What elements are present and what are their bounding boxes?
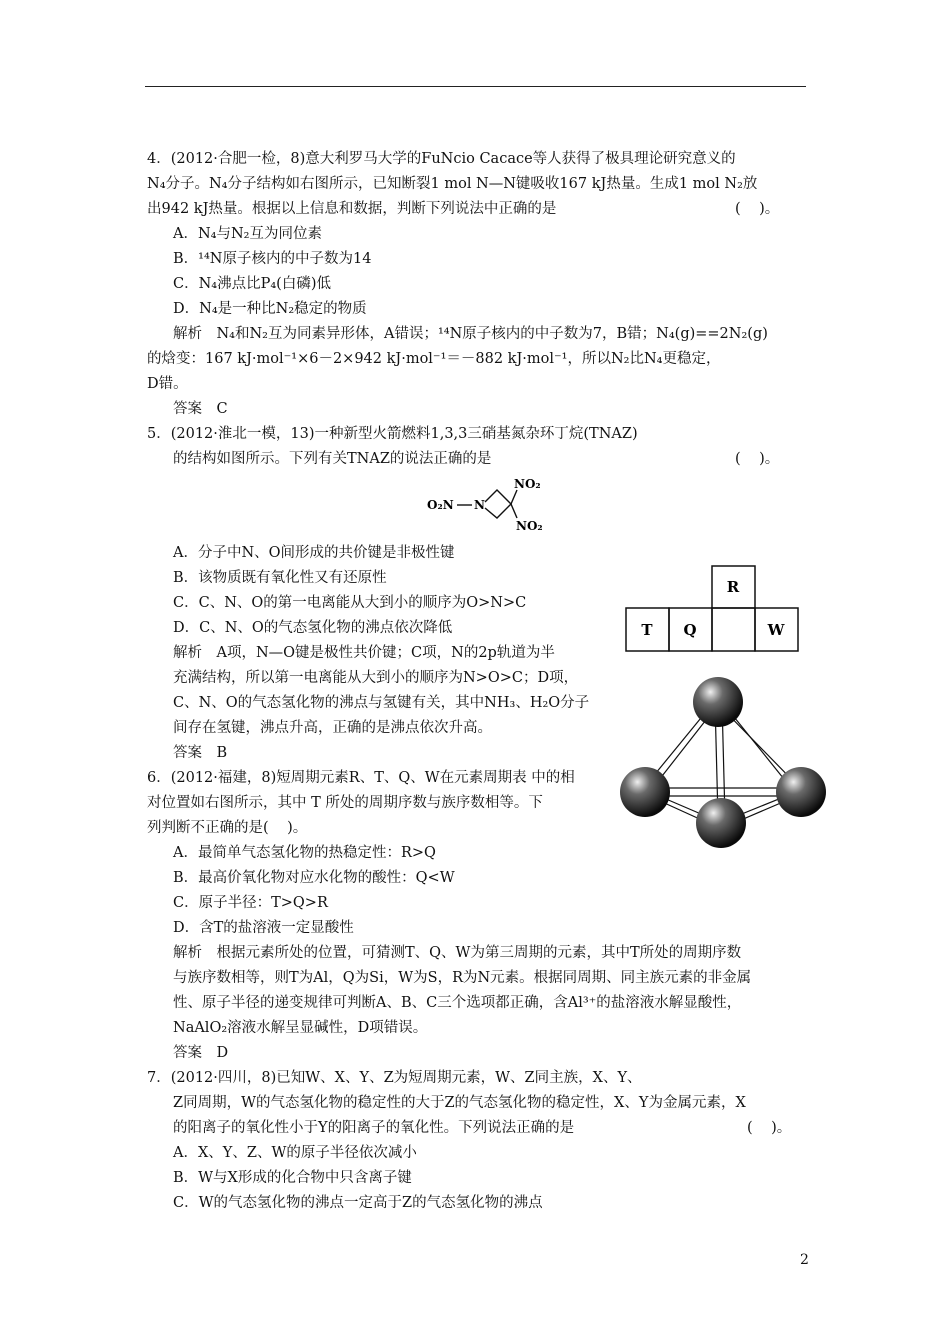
q4-stem-line-2: N₄分子。N₄分子结构如右图所示，已知断裂1 mol N—N键吸收167 kJ热量。生成1 mol N₂放 [147, 176, 758, 192]
q5-stem-line-1: 5．(2012·淮北一模，13)一种新型火箭燃料1,3,3三硝基氮杂环丁烷(TNAZ) [147, 426, 638, 442]
q7-option-a: A．X、Y、Z、W的原子半径依次减小 [173, 1145, 417, 1161]
q6-option-a: A．最简单气态氢化物的热稳定性：R>Q [173, 845, 436, 861]
q4-analysis-line-2: 的焓变：167 kJ·mol⁻¹×6－2×942 kJ·mol⁻¹＝－882 kJ·mol⁻¹，所以N₂比N₄更稳定， [147, 351, 721, 367]
q4-stem-line-3: 出942 kJ热量。根据以上信息和数据，判断下列说法中正确的是 [147, 201, 557, 217]
periodic-table-fragment [625, 565, 805, 655]
q4-analysis-line-3: D错。 [147, 376, 188, 392]
q5-answer-bracket: ( )。 [735, 451, 780, 467]
q6-option-b: B．最高价氧化物对应水化物的酸性：Q<W [173, 870, 455, 886]
n4-atom-top [693, 677, 743, 727]
q4-stem-line-1: 4．(2012·合肥一检，8)意大利罗马大学的FuNcio Cacace等人获得了极具理论研究意义的 [147, 151, 736, 167]
cell-empty [712, 608, 755, 651]
n4-atom-right [776, 767, 826, 817]
q5-option-c: C．C、N、O的第一电离能从大到小的顺序为O>N>C [173, 595, 527, 611]
q5-option-a: A．分子中N、O间形成的共价键是非极性键 [173, 545, 455, 561]
cell-r-label: R [726, 578, 740, 596]
n4-atom-front [696, 798, 746, 848]
q4-answer-bracket: ( )。 [735, 201, 780, 217]
q6-option-d: D．含T的盐溶液一定显酸性 [173, 920, 354, 936]
header-rule [145, 86, 806, 87]
tnaz-o2n-label: O₂N [427, 498, 454, 512]
q7-answer-bracket: ( )。 [747, 1120, 792, 1136]
tnaz-bottom-bond [511, 504, 517, 518]
q6-stem-line-1: 6．(2012·福建，8)短周期元素R、T、Q、W在元素周期表 中的相 [147, 770, 575, 786]
q5-analysis-line-1: 解析 A项，N—O键是极性共价键；C项，N的2p轨道为半 [173, 645, 555, 661]
q4-option-c: C．N₄沸点比P₄(白磷)低 [173, 276, 331, 292]
q5-analysis-line-4: 间存在氢键，沸点升高，正确的是沸点依次升高。 [173, 720, 492, 736]
q7-stem-line-2: Z同周期，W的气态氢化物的稳定性的大于Z的气态氢化物的稳定性，X、Y为金属元素，X [173, 1095, 746, 1111]
tnaz-ring [485, 490, 511, 518]
tnaz-top-bond [511, 490, 517, 504]
q6-analysis-line-2: 与族序数相等，则T为Al，Q为Si，W为S，R为N元素。根据同周期、同主族元素的非金属 [173, 970, 752, 986]
q4-option-d: D．N₄是一种比N₂稳定的物质 [173, 301, 367, 317]
n4-molecule-figure [615, 672, 835, 852]
page-number: 2 [800, 1252, 809, 1268]
cell-w-label: W [767, 621, 785, 639]
q6-analysis-line-3: 性、原子半径的递变规律可判断A、B、C三个选项都正确，含Al³⁺的盐溶液水解显酸性， [173, 995, 742, 1011]
q5-stem-line-2: 的结构如图所示。下列有关TNAZ的说法正确的是 [173, 451, 492, 467]
q7-option-b: B．W与X形成的化合物中只含离子键 [173, 1170, 412, 1186]
q4-option-b: B．¹⁴N原子核内的中子数为14 [173, 251, 372, 267]
q4-option-a: A．N₄与N₂互为同位素 [173, 226, 322, 242]
q5-option-d: D．C、N、O的气态氢化物的沸点依次降低 [173, 620, 453, 636]
q6-analysis-line-4: NaAlO₂溶液水解呈显碱性，D项错误。 [173, 1020, 428, 1036]
tnaz-top-no2-label: NO₂ [514, 477, 541, 491]
q6-option-c: C．原子半径：T>Q>R [173, 895, 328, 911]
q5-analysis-line-3: C、N、O的气态氢化物的沸点与氢键有关，其中NH₃、H₂O分子 [173, 695, 590, 711]
cell-t-label: T [641, 621, 653, 639]
q7-stem-line-1: 7．(2012·四川，8)已知W、X、Y、Z为短周期元素，W、Z同主族，X、Y、 [147, 1070, 642, 1086]
q6-stem-line-2: 对位置如右图所示，其中 T 所处的周期序数与族序数相等。下 [147, 795, 543, 811]
tnaz-ring-n-label: N [474, 498, 485, 512]
q7-stem-line-3: 的阳离子的氧化性小于Y的阳离子的氧化性。下列说法正确的是 [173, 1120, 575, 1136]
q5-analysis-line-2: 充满结构，所以第一电离能从大到小的顺序为N>O>C；D项， [173, 670, 579, 686]
q5-option-b: B．该物质既有氧化性又有还原性 [173, 570, 387, 586]
q6-answer: 答案 D [173, 1045, 229, 1061]
q5-answer: 答案 B [173, 745, 228, 761]
q6-stem-line-3: 列判断不正确的是( )。 [147, 820, 308, 836]
tnaz-bottom-no2-label: NO₂ [516, 519, 543, 533]
q7-option-c: C．W的气态氢化物的沸点一定高于Z的气态氢化物的沸点 [173, 1195, 543, 1211]
cell-q-label: Q [683, 621, 697, 639]
q4-analysis-line-1: 解析 N₄和N₂互为同素异形体，A错误；¹⁴N原子核内的中子数为7，B错；N₄(g)==2N₂(g) [173, 326, 768, 342]
q4-answer: 答案 C [173, 401, 228, 417]
q6-analysis-line-1: 解析 根据元素所处的位置，可猜测T、Q、W为第三周期的元素，其中T所处的周期序数 [173, 945, 742, 961]
n4-atom-left [620, 767, 670, 817]
tnaz-structure [425, 472, 555, 534]
